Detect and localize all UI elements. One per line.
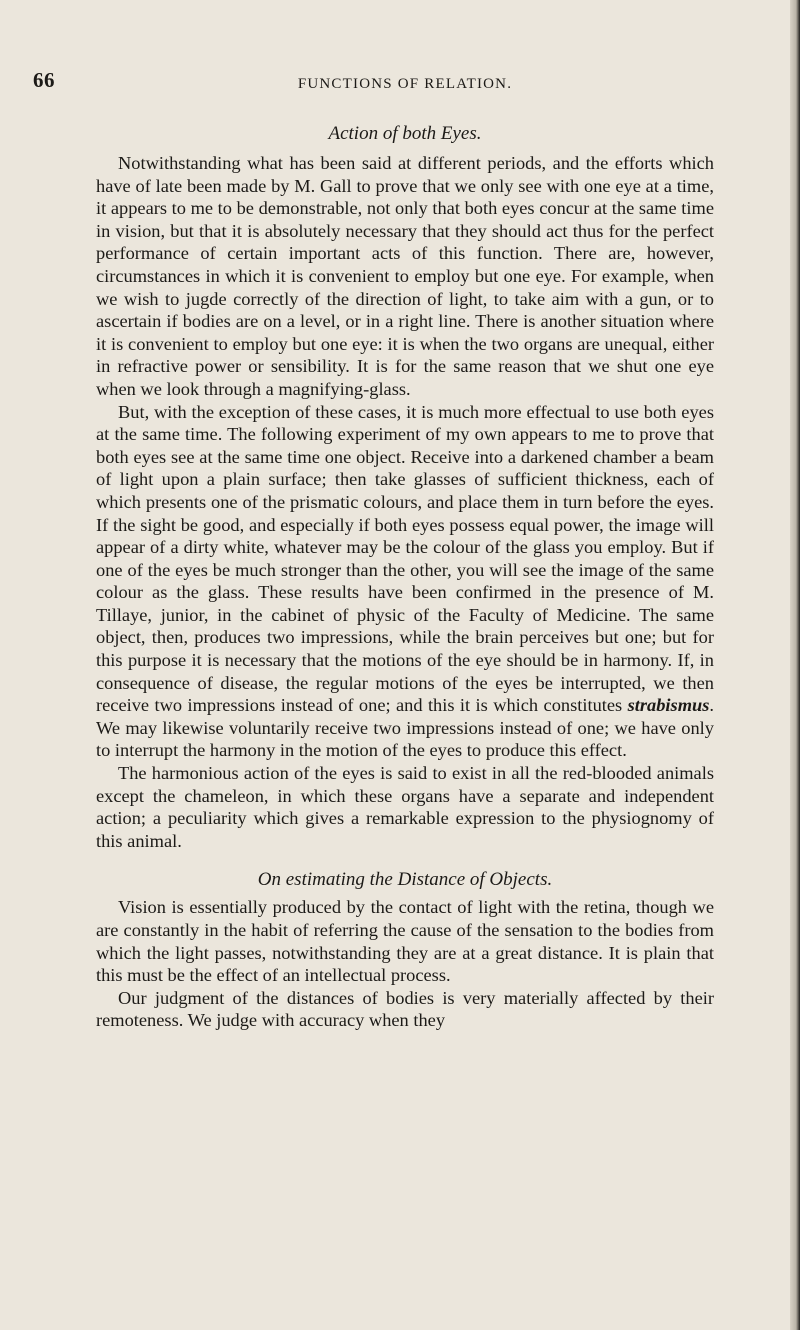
paragraph-3: The harmonious action of the eyes is said to exist in all the red-blooded animals except the chameleon, in which these organs have a separate and independent action; a peculiarity which gives a remarkable expression to the physiognomy of this animal. (96, 763, 714, 851)
section-heading-action-of-both-eyes: Action of both Eyes. (328, 123, 482, 144)
paragraph-4: Vision is essentially produced by the contact of light with the retina, though we are constantly in the habit of referring the cause of the sensation to the bodies from which the light passes, notwithstanding they are at a great distance. It is plain that this must be the effect of an intellectual process. (96, 897, 714, 986)
body-text (96, 122, 714, 1032)
paragraph-1: Notwithstanding what has been said at different periods, and the efforts which have of late been made by M. Gall to prove that we only see with one eye at a time, it appears to me to be demonstrable, not only that both eyes concur at the same time in vision, but that it is absolutely necessary that they should act thus for the perfect performance of certain important acts of this function. There are, however, circumstances in which it is convenient to employ but one eye. For example, when we wish to jugde correctly of the direction of light, to take aim with a gun, or to ascertain if bodies are on a level, or in a right line. There is another situation where it is convenient to employ but one eye: it is when the two organs are unequal, either in refractive power or sensibility. It is for the same reason that we shut one eye when we look through a magnifying-glass. (96, 153, 714, 399)
paragraph-2-text: But, with the exception of these cases, it is much more effectual to use both eyes at the same time. The following experiment of my own appears to me to prove that both eyes see at the same time one object. Receive into a darkened chamber a beam of light upon a plain surface; then take glasses of sufficient thickness, each of which presents one of the prismatic colours, and place them in turn before the eyes. If the sight be good, and especially if both eyes possess equal power, the image will appear of a dirty white, whatever may be the colour of the glass you employ. But if one of the eyes be much stronger than the other, you will see the image of the same colour as the glass. These results have been confirmed in the presence of M. Tillaye, junior, in the cabinet of physic of the Faculty of Medicine. The same object, then, produces two impressions, while the brain perceives but one; but for this purpose it is necessary that the motions of the eye should be in harmony. If, in consequence of disease, the regular motions of the eyes be interrupted, we then receive two impressions instead of one; and this it is which constitutes (96, 401, 714, 716)
page-edge-shadow (790, 0, 800, 1330)
running-head: FUNCTIONS OF RELATION. (297, 76, 513, 92)
page-number: 66 (33, 68, 55, 92)
paragraph-5: Our judgment of the distances of bodies is very materially affected by their remoteness. We judge with accuracy when they (96, 987, 714, 1031)
section-heading-estimating-distance: On estimating the Distance of Objects. (257, 869, 553, 891)
term-strabismus: strabismus (627, 695, 710, 716)
paragraph-2-tail: . We may likewise voluntarily receive two impressions instead of one; we have only to interrupt the harmony in the motion of the eyes to produce this effect. (96, 695, 714, 761)
paragraph-2 (96, 401, 714, 763)
